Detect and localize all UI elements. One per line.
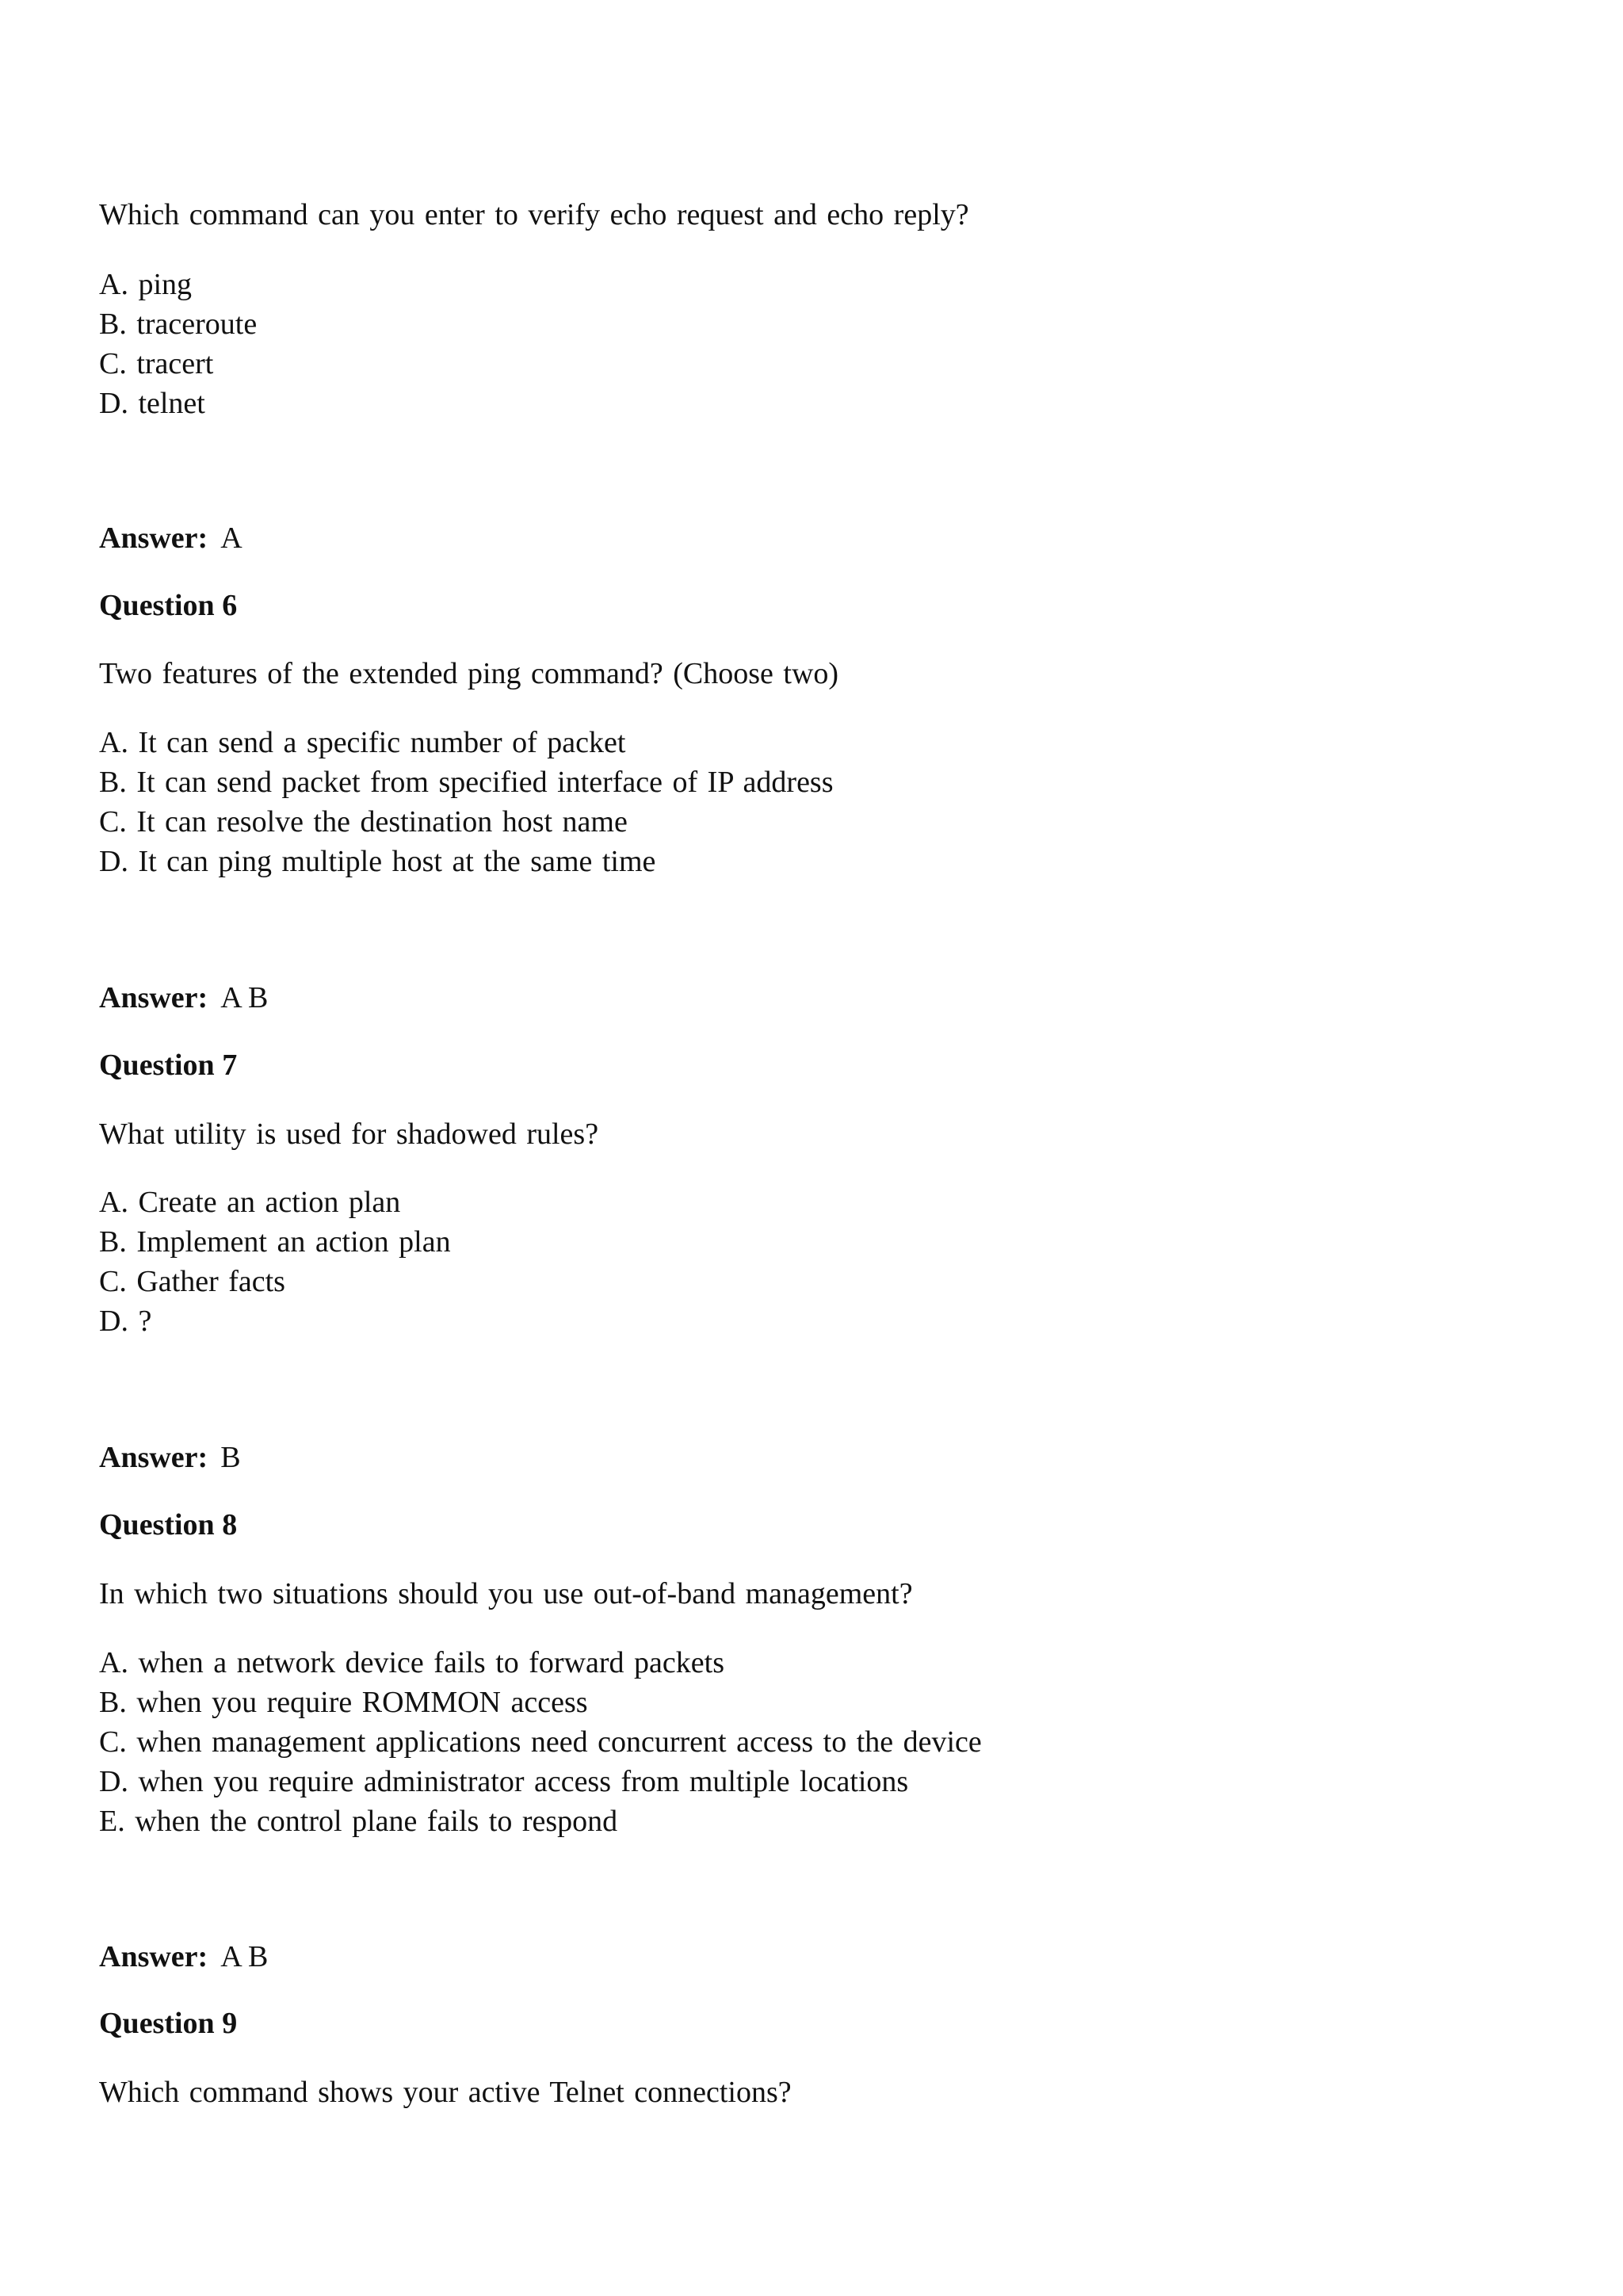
question-7-answer	[99, 1438, 241, 1477]
document-page	[99, 0, 1526, 2296]
option-b: B. It can send packet from specified interface of IP address	[99, 766, 834, 799]
question-8-text: In which two situations should you use out-of-band management?	[99, 1577, 913, 1610]
answer-value: A B	[220, 1940, 269, 1973]
question-8-options	[99, 1643, 982, 1841]
question-6-options	[99, 723, 834, 881]
question-6-text: Two features of the extended ping command? (Choose two)	[99, 657, 839, 690]
answer-label: Answer:	[99, 1441, 208, 1474]
option-d: D. when you require administrator access from multiple locations	[99, 1765, 909, 1798]
question-8-answer	[99, 1937, 268, 1977]
option-d: D. ?	[99, 1305, 152, 1338]
answer-label: Answer:	[99, 1940, 208, 1973]
option-a: A. It can send a specific number of packet	[99, 726, 626, 759]
option-a: A. Create an action plan	[99, 1186, 401, 1219]
option-b: B. Implement an action plan	[99, 1225, 451, 1259]
question-5-answer	[99, 518, 242, 558]
option-a: A. ping	[99, 268, 192, 301]
option-c: C. Gather facts	[99, 1265, 285, 1298]
question-9-heading: Question 9	[99, 2007, 238, 2040]
option-e: E. when the control plane fails to respond	[99, 1805, 618, 1838]
answer-label: Answer:	[99, 521, 208, 555]
option-c: C. tracert	[99, 347, 214, 380]
question-5-text: Which command can you enter to verify echo request and echo reply?	[99, 198, 969, 231]
answer-value: B	[220, 1441, 241, 1474]
question-5-options	[99, 265, 257, 423]
question-6-heading: Question 6	[99, 589, 238, 622]
option-b: B. traceroute	[99, 308, 258, 341]
question-7-heading: Question 7	[99, 1049, 238, 1082]
answer-value: A B	[220, 981, 269, 1014]
option-c: C. It can resolve the destination host name	[99, 805, 628, 839]
question-7-options	[99, 1182, 451, 1341]
option-c: C. when management applications need concurrent access to the device	[99, 1725, 982, 1759]
option-b: B. when you require ROMMON access	[99, 1686, 588, 1719]
question-8-heading: Question 8	[99, 1508, 238, 1541]
question-9-text: Which command shows your active Telnet connections?	[99, 2076, 792, 2109]
answer-value: A	[220, 521, 242, 555]
question-7-text: What utility is used for shadowed rules?	[99, 1117, 599, 1151]
option-a: A. when a network device fails to forward packets	[99, 1646, 724, 1679]
option-d: D. It can ping multiple host at the same time	[99, 845, 656, 878]
option-d: D. telnet	[99, 387, 205, 420]
answer-label: Answer:	[99, 981, 208, 1014]
question-6-answer	[99, 978, 268, 1018]
